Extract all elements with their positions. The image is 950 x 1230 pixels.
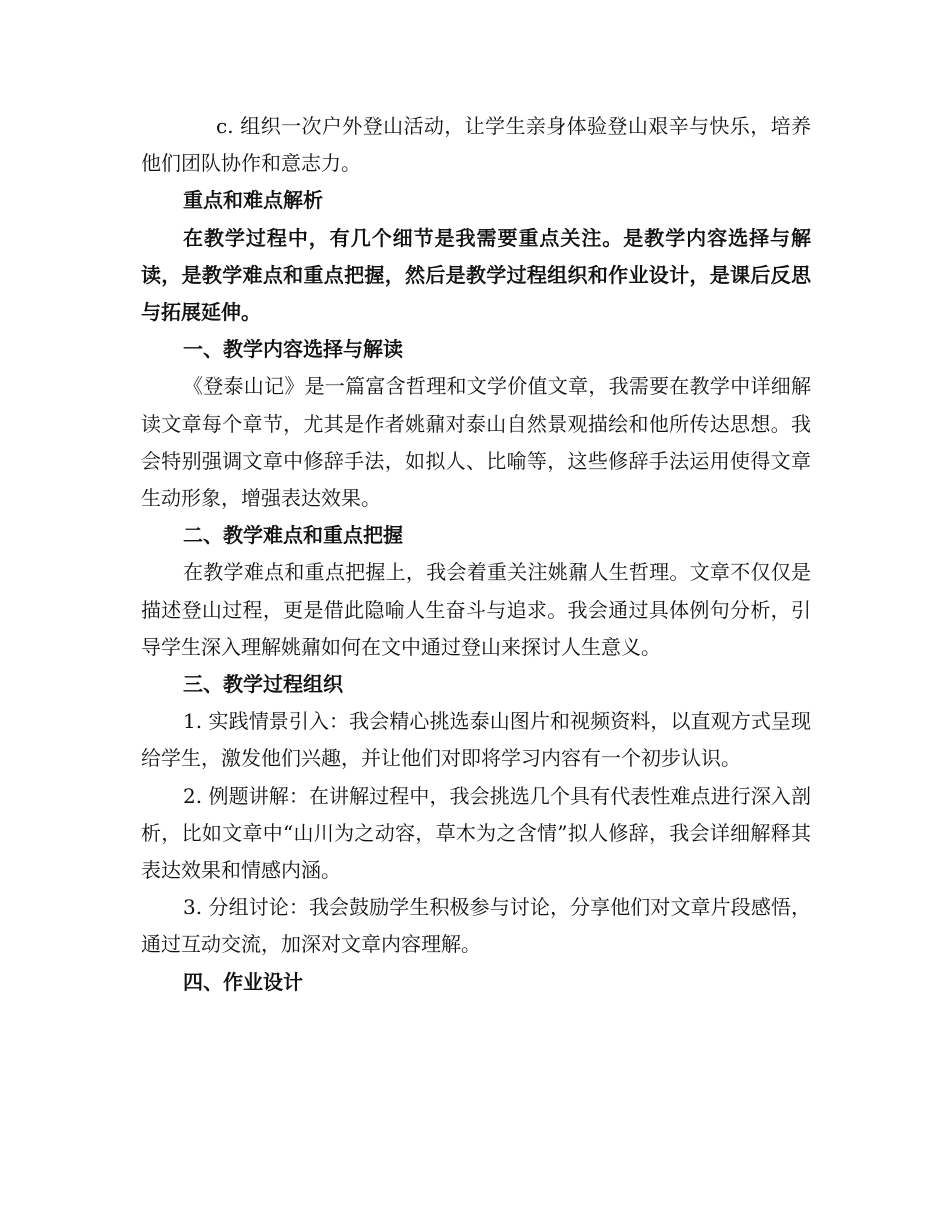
process-item-3: 3. 分组讨论：我会鼓励学生积极参与讨论，分享他们对文章片段感悟，通过互动交流，加深对文章内容理解。 — [141, 895, 811, 957]
paragraph-content-selection: 《登泰山记》是一篇富含哲理和文学价值文章，我需要在教学中详细解读文章每个章节，尤其是作者姚鼐对泰山自然景观描绘和他所传达思想。我会特别强调文章中修辞手法，如拟人、比喻等，这些修辞手法运用使得文章生动形象，增强表达效果。 — [141, 374, 811, 511]
activity-item-c: c. 组织一次户外登山活动，让学生亲身体验登山艰辛与快乐，培养他们团队协作和意志力。 — [141, 114, 811, 176]
process-item-1: 1. 实践情景引入：我会精心挑选泰山图片和视频资料，以直观方式呈现给学生，激发他们兴趣，并让他们对即将学习内容有一个初步认识。 — [141, 709, 811, 771]
process-item-2: 2. 例题讲解：在讲解过程中，我会挑选几个具有代表性难点进行深入剖析，比如文章中“山川为之动容，草木为之含情”拟人修辞，我会详细解释其表达效果和情感内涵。 — [141, 783, 811, 883]
heading-homework: 四、作业设计 — [183, 969, 303, 994]
section-title: 重点和难点解析 — [183, 188, 323, 213]
paragraph-difficulties: 在教学难点和重点把握上，我会着重关注姚鼐人生哲理。文章不仅仅是描述登山过程，更是借此隐喻人生奋斗与追求。我会通过具体例句分析，引导学生深入理解姚鼐如何在文中通过登山来探讨人生意义。 — [141, 560, 811, 659]
heading-content-selection: 一、教学内容选择与解读 — [183, 337, 403, 362]
heading-process: 三、教学过程组织 — [183, 672, 343, 697]
heading-difficulties: 二、教学难点和重点把握 — [183, 523, 403, 548]
intro-paragraph: 在教学过程中，有几个细节是我需要重点关注。是教学内容选择与解读，是教学难点和重点把握，然后是教学过程组织和作业设计，是课后反思与拓展延伸。 — [141, 225, 811, 325]
document-page — [141, 108, 811, 1001]
